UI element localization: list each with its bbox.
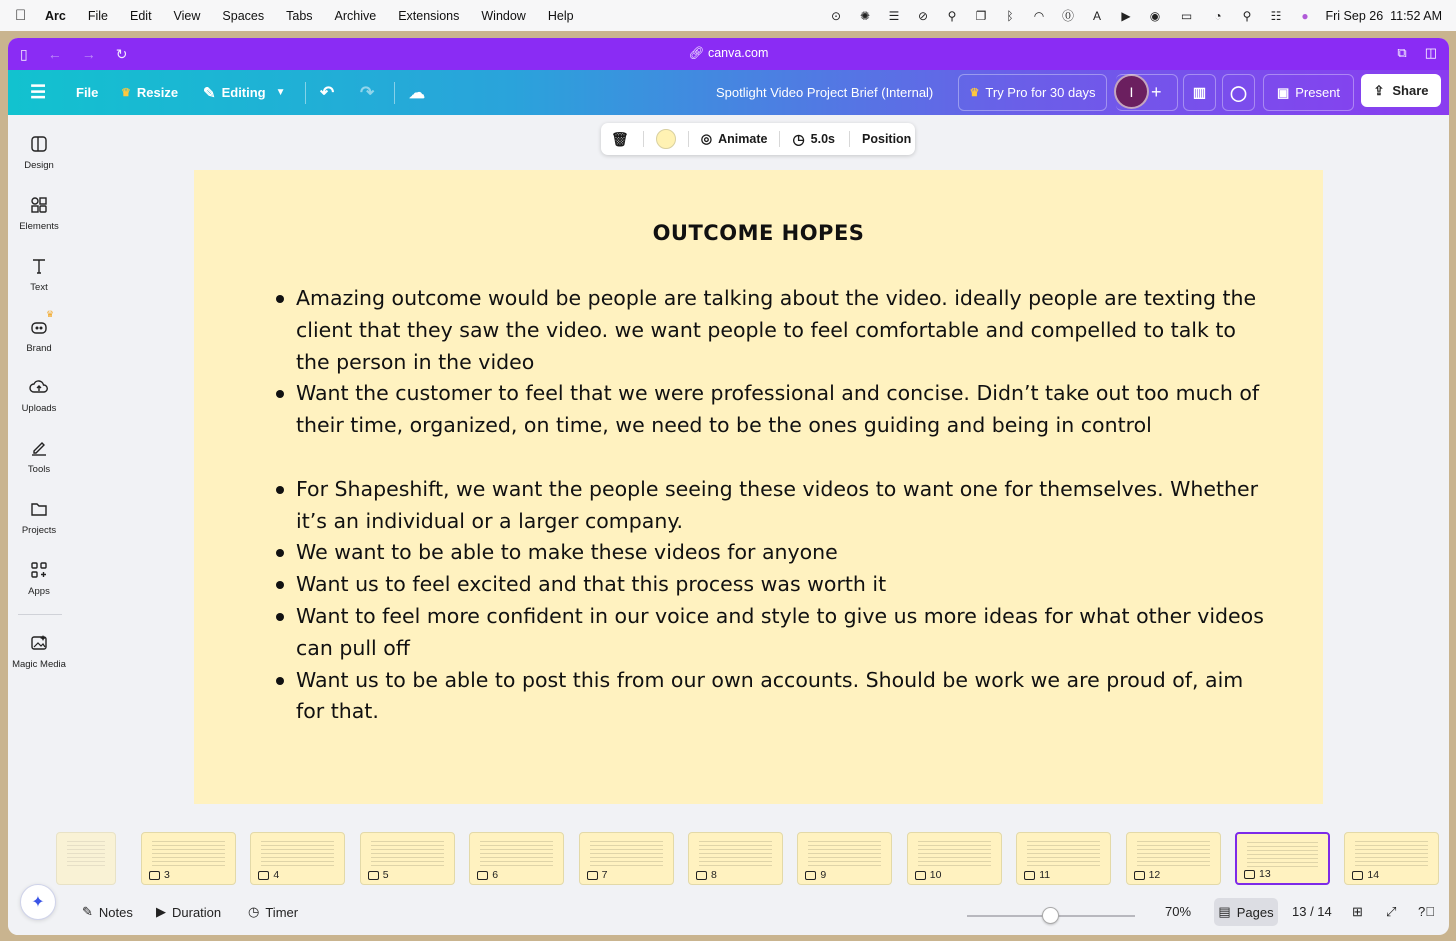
- invite-button[interactable]: [1151, 70, 1162, 115]
- sidebar-item-magic-media[interactable]: [8, 633, 70, 670]
- comments-button[interactable]: [1222, 74, 1255, 111]
- sidebar-toggle-icon[interactable]: ▯: [20, 45, 28, 62]
- apps-icon: [29, 560, 49, 580]
- share-upload-icon: ⇪: [1373, 82, 1385, 98]
- fork-icon[interactable]: ⚲: [947, 8, 957, 23]
- zoom-level[interactable]: [1165, 904, 1191, 919]
- layout-icon: [29, 134, 49, 154]
- document-title-text: Spotlight Video Project Brief (Internal): [716, 85, 934, 100]
- pen-icon: [29, 438, 49, 458]
- comment-icon: [1024, 871, 1035, 880]
- page-number: [587, 869, 608, 881]
- window-icon[interactable]: ❐: [975, 8, 987, 23]
- timer-label: Timer: [265, 904, 299, 920]
- comment-icon: [805, 871, 816, 880]
- page-number: [1134, 869, 1161, 881]
- comment-icon: [368, 871, 379, 880]
- document-title[interactable]: [716, 70, 933, 115]
- text-input-icon[interactable]: A: [1092, 8, 1101, 23]
- screen-record-icon[interactable]: ⊙: [830, 8, 842, 23]
- try-pro-button[interactable]: [958, 74, 1107, 111]
- page-thumbnail[interactable]: [360, 832, 455, 885]
- page-thumbnails: [70, 828, 1449, 888]
- bullet-item: We want to be able to make these videos for anyone: [272, 537, 1272, 569]
- bullet-list: [272, 283, 1272, 442]
- notes-button[interactable]: [82, 904, 133, 920]
- browser-window: [8, 38, 1449, 935]
- page-number-label: 8: [711, 869, 717, 881]
- text-icon: [29, 256, 49, 276]
- browser-url-bar: [8, 38, 1449, 70]
- cloud-sync-icon: ☁: [409, 84, 425, 102]
- share-button[interactable]: [1361, 74, 1441, 107]
- duration-button[interactable]: [792, 131, 835, 148]
- undo-icon: ↶: [320, 82, 335, 102]
- cloud-upload-icon: [29, 377, 49, 397]
- page-counter: [1292, 904, 1332, 919]
- editing-mode-dropdown[interactable]: [203, 70, 286, 115]
- animate-icon: ◎: [700, 131, 713, 146]
- comment-icon: ◯: [1230, 84, 1247, 102]
- magic-assistant-button[interactable]: [20, 884, 56, 920]
- sidebar-item-apps[interactable]: [8, 560, 70, 597]
- sidebar-item-label: Magic Media: [12, 659, 66, 670]
- reload-icon[interactable]: ↻: [115, 45, 128, 62]
- page-number: [368, 869, 389, 881]
- sidebar-item-projects[interactable]: [8, 499, 70, 536]
- duration-label: 5.0s: [810, 132, 836, 146]
- main-menu-button[interactable]: [30, 70, 46, 115]
- video-icon: ▶: [156, 904, 166, 919]
- comment-icon: [587, 871, 598, 880]
- siri-icon[interactable]: ●: [1301, 8, 1309, 23]
- sidebar-item-label: Design: [24, 160, 54, 171]
- grid-view-icon: ⊞: [1352, 904, 1363, 919]
- split-view-icon[interactable]: ◫: [1424, 45, 1437, 60]
- sidebar-item-label: Tools: [27, 464, 51, 475]
- page-number: [477, 869, 498, 881]
- comment-icon: [1352, 871, 1363, 880]
- cloud-save-button[interactable]: [409, 70, 425, 115]
- play-icon[interactable]: ▶: [1121, 8, 1131, 23]
- page-thumbnail[interactable]: [1126, 832, 1221, 885]
- menu-window[interactable]: Window: [481, 8, 526, 23]
- page-number-label: 7: [601, 869, 608, 881]
- notes-label: Notes: [98, 904, 133, 920]
- page-thumbnail[interactable]: [141, 832, 236, 885]
- background-color-swatch[interactable]: [656, 129, 676, 149]
- help-icon: ?⃝: [1418, 904, 1435, 919]
- present-icon: ▣: [1276, 84, 1290, 100]
- comment-icon: [258, 871, 269, 880]
- page-number: [1352, 869, 1379, 881]
- page-thumbnail[interactable]: [797, 832, 892, 885]
- share-label: Share: [1392, 83, 1429, 98]
- stopwatch-icon: ◷: [248, 904, 260, 919]
- present-label: Present: [1295, 85, 1341, 100]
- slide-title[interactable]: OUTCOME HOPES: [652, 221, 865, 245]
- page-number-label: 9: [820, 869, 827, 881]
- slide-body[interactable]: [272, 283, 1272, 728]
- page-number-label: 3: [164, 869, 170, 881]
- sparkle-icon: ✦: [31, 894, 45, 911]
- user-icon[interactable]: ◉: [1149, 8, 1161, 23]
- page-thumbnail[interactable]: [1344, 832, 1439, 885]
- wifi-icon[interactable]: ◔: [1214, 8, 1222, 23]
- resize-label: Resize: [136, 85, 179, 100]
- bottom-bar: [70, 900, 1449, 930]
- position-button[interactable]: Position: [862, 132, 912, 146]
- macos-menubar: [0, 0, 1456, 31]
- battery-icon[interactable]: ▭: [1180, 8, 1193, 23]
- side-panel: [8, 115, 70, 935]
- comment-icon: [696, 871, 707, 880]
- page-number: [1024, 869, 1050, 881]
- page-thumbnail-partial[interactable]: [56, 832, 116, 885]
- menu-tabs[interactable]: Tabs: [286, 8, 313, 23]
- page-number: [1244, 868, 1271, 880]
- page-thumbnail[interactable]: [1235, 832, 1330, 885]
- present-button[interactable]: [1263, 74, 1354, 111]
- headphones-icon[interactable]: ◠: [1033, 8, 1045, 23]
- sidebar-item-brand[interactable]: [8, 309, 70, 354]
- page-thumbnail[interactable]: [688, 832, 783, 885]
- pages-grid-icon: ▤: [1218, 904, 1231, 919]
- collaborators-group: [1116, 74, 1178, 111]
- page-number-label: 14: [1367, 869, 1380, 881]
- menu-file[interactable]: File: [87, 8, 108, 23]
- page-number-label: 13: [1259, 868, 1271, 880]
- page-number-label: 6: [492, 869, 499, 881]
- file-menu-button[interactable]: [76, 70, 98, 115]
- menu-help[interactable]: Help: [547, 8, 574, 23]
- element-toolbar: [601, 123, 915, 155]
- sidebar-item-label: Apps: [28, 586, 50, 597]
- accessibility-icon[interactable]: ⓪: [1061, 9, 1074, 23]
- bullet-item: Want us to be able to post this from our own accounts. Should be work we are proud of, aim for that.: [272, 665, 1272, 729]
- page-thumbnail[interactable]: [469, 832, 564, 885]
- stack-icon[interactable]: ☰: [888, 8, 900, 23]
- clock-icon: ◷: [792, 130, 805, 147]
- menu-view[interactable]: View: [173, 8, 201, 23]
- spotlight-search-icon[interactable]: ⚲: [1242, 8, 1252, 23]
- comment-icon: [477, 871, 488, 880]
- expand-icon: ⤢: [1386, 904, 1397, 919]
- page-thumbnail[interactable]: [1016, 832, 1111, 885]
- page-count-text: 13 / 14: [1292, 904, 1332, 919]
- page-thumbnail[interactable]: [907, 832, 1002, 885]
- page-thumbnail[interactable]: [579, 832, 674, 885]
- openai-icon[interactable]: ✺: [859, 8, 871, 23]
- timer-button[interactable]: [248, 904, 298, 920]
- block-icon[interactable]: ⊘: [917, 8, 929, 23]
- bullet-item: For Shapeshift, we want the people seeing these videos to want one for themselves. Whether it’s an individual or a larger company.: [272, 474, 1272, 538]
- animate-label: Animate: [718, 132, 768, 146]
- page-number: [805, 869, 826, 881]
- comment-icon: [1244, 870, 1255, 879]
- redo-icon: ↷: [360, 82, 375, 102]
- sidebar-item-design[interactable]: [8, 134, 70, 171]
- menu-archive[interactable]: Archive: [334, 8, 377, 23]
- comment-icon: [149, 871, 160, 880]
- apple-icon[interactable]: [15, 7, 31, 24]
- url-text: canva.com: [707, 46, 769, 60]
- shapes-icon: [29, 195, 49, 215]
- sidebar-item-label: Elements: [19, 221, 59, 232]
- help-button[interactable]: [1418, 904, 1435, 919]
- slide-canvas[interactable]: [194, 170, 1323, 804]
- notes-icon: ✎: [82, 904, 93, 919]
- page-number-label: 4: [273, 869, 280, 881]
- avatar-initial: I: [1129, 83, 1134, 100]
- bar-chart-icon: ▥: [1192, 84, 1207, 100]
- magic-media-icon: [29, 633, 49, 653]
- animate-button[interactable]: [701, 131, 768, 147]
- zoom-value: 70%: [1165, 904, 1192, 919]
- pages-label: Pages: [1236, 904, 1274, 920]
- menu-spaces[interactable]: Spaces: [222, 8, 265, 23]
- page-number: [149, 869, 170, 881]
- plus-icon: +: [1151, 82, 1162, 102]
- bullet-item: Want us to feel excited and that this process was worth it: [272, 569, 1272, 601]
- chevron-down-icon: ▼: [275, 87, 286, 98]
- bullet-list: [272, 474, 1272, 728]
- try-pro-label: Try Pro for 30 days: [985, 85, 1096, 100]
- crown-icon: ♛: [121, 87, 131, 99]
- comment-icon: [1134, 871, 1145, 880]
- insights-button[interactable]: [1183, 74, 1216, 111]
- sidebar-item-uploads[interactable]: [8, 377, 70, 414]
- sidebar-item-tools[interactable]: [8, 438, 70, 475]
- sidebar-item-text[interactable]: [8, 256, 70, 293]
- page-number: [915, 869, 942, 881]
- grid-view-button[interactable]: [1352, 904, 1363, 920]
- pages-button[interactable]: [1214, 898, 1278, 926]
- hamburger-icon: ☰: [30, 82, 47, 102]
- sidebar-item-label: Text: [30, 282, 48, 293]
- forward-arrow-icon[interactable]: →: [81, 46, 96, 62]
- redo-button[interactable]: [360, 70, 374, 115]
- back-arrow-icon[interactable]: ←: [47, 46, 62, 62]
- link-icon: 🔗︎: [688, 46, 705, 60]
- page-number-label: 10: [929, 869, 942, 881]
- undo-button[interactable]: [320, 70, 334, 115]
- page-number-label: 5: [382, 869, 389, 881]
- comment-icon: [915, 871, 926, 880]
- file-menu-label: File: [76, 85, 99, 100]
- brand-icon: [29, 317, 49, 337]
- crown-icon: ♛: [46, 309, 55, 319]
- menu-app-name[interactable]: Arc: [45, 8, 66, 23]
- sidebar-item-elements[interactable]: [8, 195, 70, 232]
- zoom-slider-handle[interactable]: [1042, 907, 1059, 924]
- page-number-label: 11: [1039, 869, 1051, 881]
- editor-toolbar: [8, 70, 1449, 115]
- menubar-clock[interactable]: Fri Sep 26 11:52 AM: [1325, 8, 1442, 23]
- sidebar-item-label: Projects: [21, 525, 57, 536]
- page-thumbnail[interactable]: [250, 832, 345, 885]
- editing-label: Editing: [221, 85, 266, 100]
- sidebar-item-label: Brand: [26, 343, 52, 354]
- menu-edit[interactable]: Edit: [130, 8, 152, 23]
- page-number: [696, 869, 717, 881]
- url-display[interactable]: [8, 46, 1449, 61]
- duration-button[interactable]: [156, 904, 221, 920]
- sidebar-item-label: Uploads: [21, 403, 57, 414]
- pencil-icon: ✎: [203, 84, 216, 102]
- page-number: [258, 869, 279, 881]
- crown-icon: ♛: [969, 87, 980, 99]
- folder-icon: [29, 499, 49, 519]
- resize-button[interactable]: [121, 70, 178, 115]
- bluetooth-icon[interactable]: ᛒ: [1006, 8, 1014, 23]
- bullet-item: Want to feel more confident in our voice and style to give us more ideas for what other videos can pull off: [272, 601, 1272, 665]
- bullet-item: Want the customer to feel that we were professional and concise. Didn’t take out too much of their time, organized, on time, we need to be the ones guiding and being in control: [272, 378, 1272, 442]
- page-number-label: 12: [1148, 869, 1161, 881]
- bullet-item: Amazing outcome would be people are talking about the video. ideally people are texting the client that they saw the video. we want people to feel comfortable and compelled to talk to the person in the video: [272, 283, 1272, 378]
- extension-icon[interactable]: ⧉: [1397, 45, 1407, 60]
- menu-extensions[interactable]: Extensions: [398, 8, 460, 23]
- fullscreen-button[interactable]: [1386, 904, 1396, 920]
- duration-bottom-label: Duration: [172, 904, 222, 920]
- trash-icon[interactable]: 🗑︎: [611, 130, 629, 147]
- control-center-icon[interactable]: ☷: [1270, 8, 1282, 23]
